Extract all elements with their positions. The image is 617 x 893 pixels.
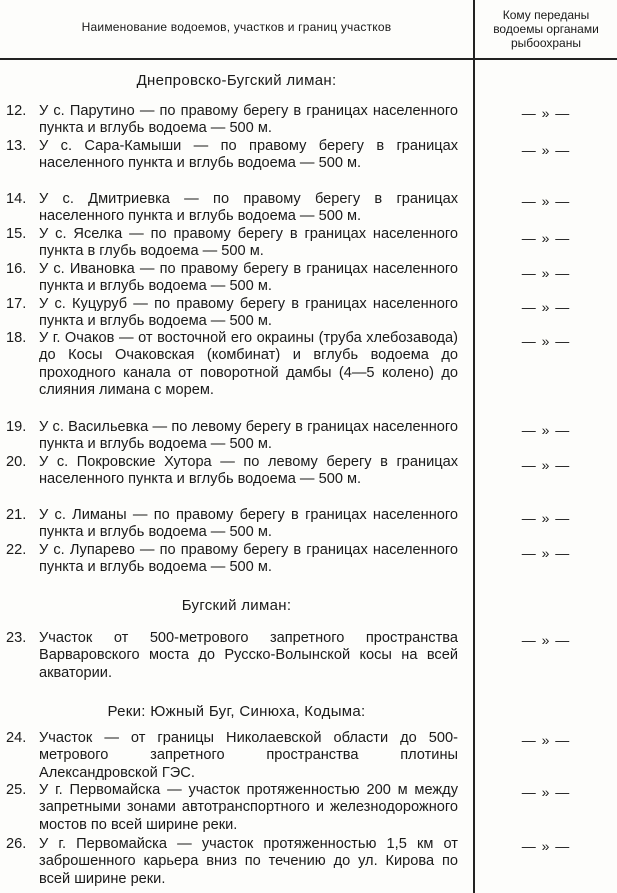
item-number: 18. bbox=[6, 330, 27, 346]
list-item bbox=[6, 419, 458, 454]
list-item bbox=[6, 261, 458, 296]
item-number: 16. bbox=[6, 261, 27, 277]
list-item bbox=[6, 542, 458, 577]
item-mark: — » — bbox=[521, 784, 571, 800]
item-mark: — » — bbox=[521, 230, 571, 246]
item-number: 17. bbox=[6, 296, 27, 312]
item-mark: — » — bbox=[521, 422, 571, 438]
list-item bbox=[6, 454, 458, 489]
item-mark: — » — bbox=[521, 510, 571, 526]
item-text: У с. Дмитриевка — по правому берегу в границах населенного пункта и вглубь водоема — 500 м. bbox=[39, 191, 458, 225]
item-number: 14. bbox=[6, 191, 27, 207]
list-item bbox=[6, 103, 458, 138]
item-number: 23. bbox=[6, 630, 27, 646]
item-mark: — » — bbox=[521, 299, 571, 315]
item-text: У с. Куцуруб — по правому берегу в границах населенного пункта и вглубь водоема — 500 м. bbox=[39, 296, 458, 330]
item-text: У г. Первомайска — участок протяженностью 200 м между запретными зонами автотранспортного и железнодорожного мостов по всей ширине реки. bbox=[39, 782, 458, 833]
item-text: У г. Первомайска — участок протяженностью 1,5 км от заброшенного карьера вниз по течению до ул. Кирова по всей ширине реки. bbox=[39, 836, 458, 887]
list-item bbox=[6, 507, 458, 542]
item-number: 20. bbox=[6, 454, 27, 470]
section-title: Бугский лиман: bbox=[181, 597, 292, 614]
item-text: У с. Покровские Хутора — по левому берегу в границах населенного пункта и вглубь водоема — 500 м. bbox=[39, 454, 458, 488]
list-item bbox=[6, 138, 458, 173]
item-text: У с. Васильевка — по левому берегу в границах населенного пункта и вглубь водоема — 500 м. bbox=[39, 419, 458, 453]
item-text: У с. Лупарево — по правому берегу в границах населенного пункта и вглубь водоема — 500 м. bbox=[39, 542, 458, 576]
list-item bbox=[6, 330, 458, 400]
item-number: 13. bbox=[6, 138, 27, 154]
item-number: 25. bbox=[6, 782, 27, 798]
list-item bbox=[6, 836, 458, 888]
item-text: У с. Ивановка — по правому берегу в границах населенного пункта и вглубь водоема — 500 м. bbox=[39, 261, 458, 295]
item-number: 19. bbox=[6, 419, 27, 435]
item-text: У с. Сара-Камыши — по правому берегу в границах населенного пункта и вглубь водоема — 500 м. bbox=[39, 138, 458, 172]
item-text: У г. Очаков — от восточной его окраины (труба хлебозавода) до Косы Очаковская (комбинат) и вглубь водоема до проходного канала от поворотной дамбы (4—5 колено) до слияния лимана с морем. bbox=[39, 330, 458, 399]
item-mark: — » — bbox=[521, 632, 571, 648]
item-text: У с. Яселка — по правому берегу в границах населенного пункта в глубь водоема — 500 м. bbox=[39, 226, 458, 260]
section-title: Реки: Южный Буг, Синюха, Кодыма: bbox=[107, 703, 366, 720]
list-item bbox=[6, 191, 458, 226]
header-divider bbox=[0, 58, 617, 60]
list-item bbox=[6, 782, 458, 834]
item-mark: — » — bbox=[521, 265, 571, 281]
list-item bbox=[6, 730, 458, 782]
section-title: Днепровско-Бугский лиман: bbox=[136, 72, 337, 89]
item-mark: — » — bbox=[521, 142, 571, 158]
item-number: 26. bbox=[6, 836, 27, 852]
item-text: У с. Парутино — по правому берегу в границах населенного пункта и вглубь водоема — 500 м. bbox=[39, 103, 458, 137]
item-text: У с. Лиманы — по правому берегу в границах населенного пункта и вглубь водоема — 500 м. bbox=[39, 507, 458, 541]
column-divider bbox=[473, 0, 475, 893]
item-mark: — » — bbox=[521, 545, 571, 561]
item-number: 24. bbox=[6, 730, 27, 746]
header-col-name: Наименование водоемов, участков и границ участков bbox=[81, 20, 392, 34]
item-text: Участок — от границы Николаевской области до 500-метрового запретного пространства плотины Александровской ГЭС. bbox=[39, 730, 458, 781]
header-col-recipient: Кому переданы водоемы органами рыбоохраны bbox=[493, 8, 599, 50]
item-number: 21. bbox=[6, 507, 27, 523]
item-number: 15. bbox=[6, 226, 27, 242]
list-item bbox=[6, 226, 458, 261]
list-item bbox=[6, 296, 458, 331]
item-number: 12. bbox=[6, 103, 27, 119]
item-text: Участок от 500-метрового запретного пространства Варваровского моста до Русско-Волынской косы на всей акватории. bbox=[39, 630, 458, 681]
item-mark: — » — bbox=[521, 732, 571, 748]
list-item bbox=[6, 630, 458, 682]
item-mark: — » — bbox=[521, 457, 571, 473]
item-mark: — » — bbox=[521, 333, 571, 349]
item-mark: — » — bbox=[521, 838, 571, 854]
item-mark: — » — bbox=[521, 193, 571, 209]
item-mark: — » — bbox=[521, 105, 571, 121]
item-number: 22. bbox=[6, 542, 27, 558]
